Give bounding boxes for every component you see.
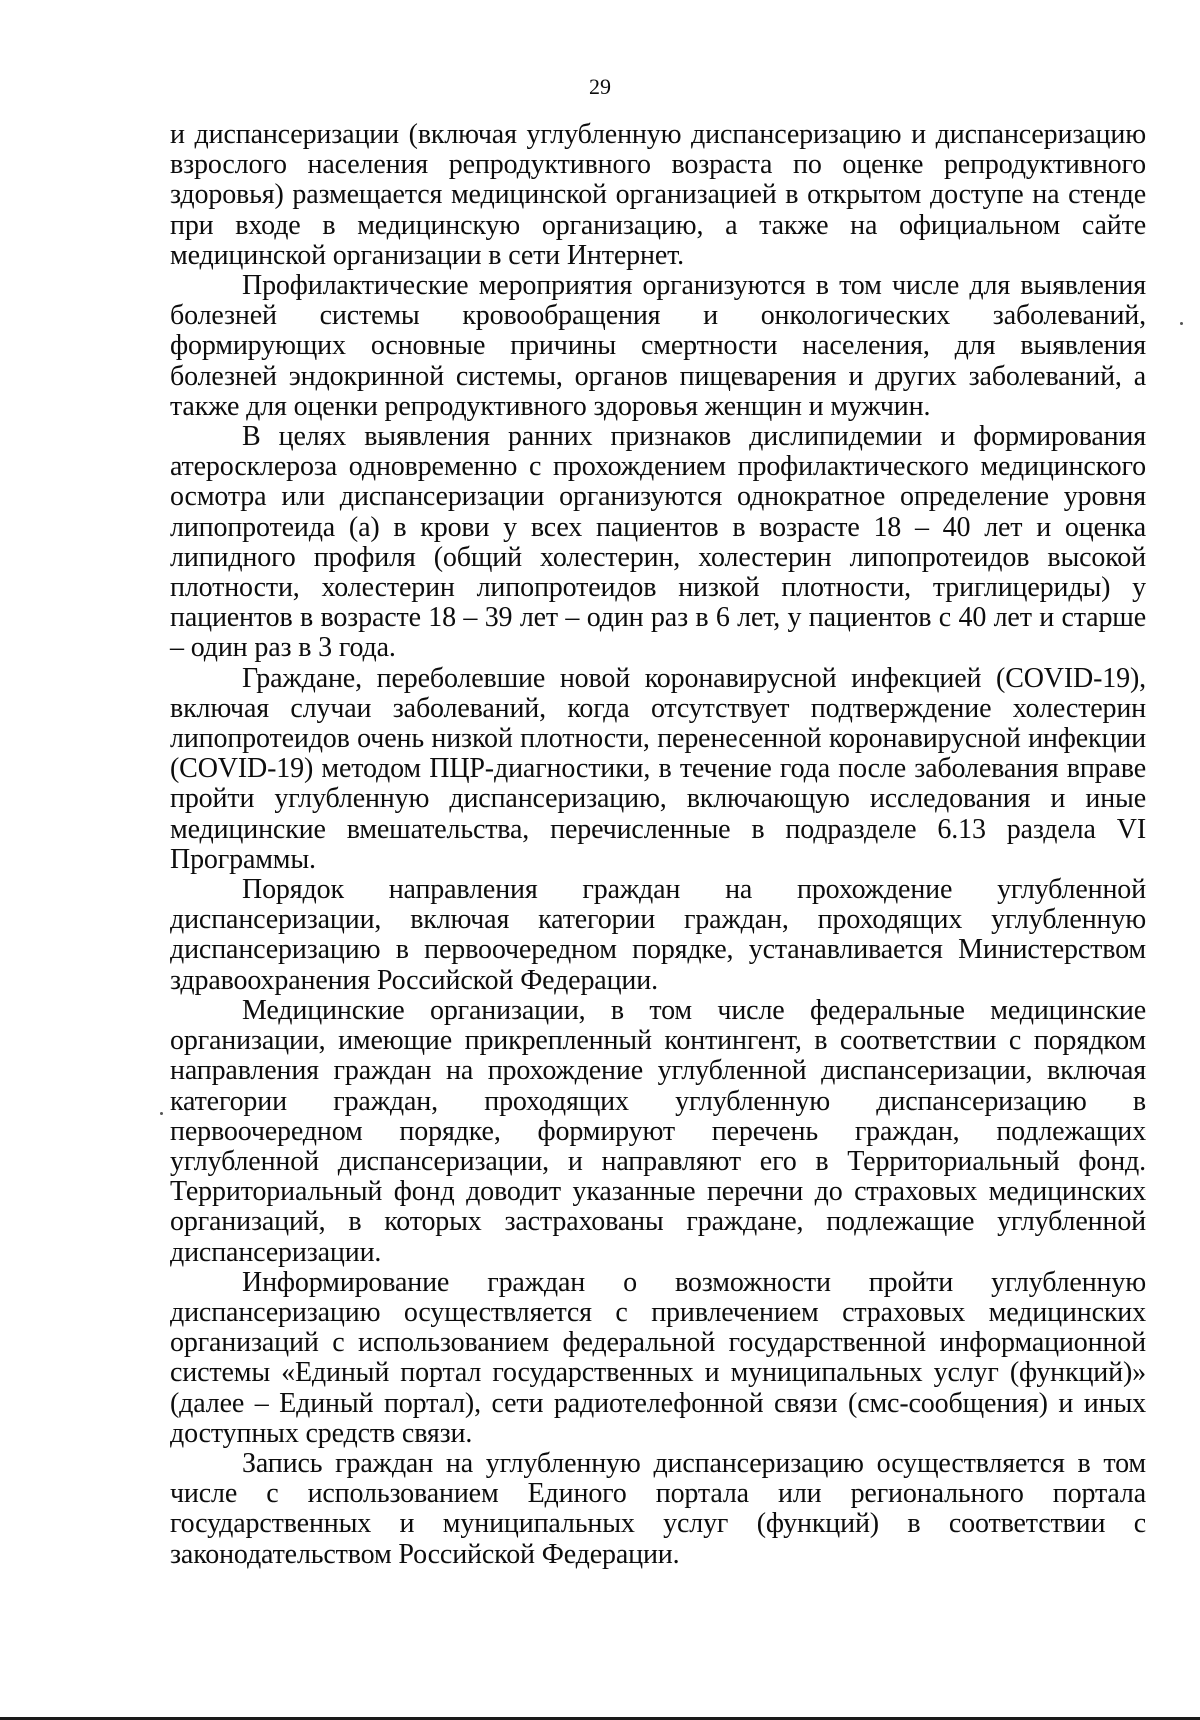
paragraph-informing: Информирование граждан о возможности пройти углубленную диспансеризацию осуществляется с привлечением страховых медицинских организаций с использованием федеральной государственной информационной системы «Единый портал государственных и муниципальных услуг (функций)» (далее – Единый портал), сети радиотелефонной связи (смс-сообщения) и иных доступных средств связи.: [170, 1266, 1146, 1449]
paragraph-medical-organizations: Медицинские организации, в том числе федеральные медицинские организации, имеющие прикрепленный контингент, в соответствии с порядком направления граждан на прохождение углубленной диспансеризации, включая категории граждан, проходящих углубленную диспансеризацию в первоочередном порядке, формируют перечень граждан, подлежащих углубленной диспансеризации, и направляют его в Территориальный фонд. Территориальный фонд доводит указанные перечни до страховых медицинских организаций, в которых застрахованы граждане, подлежащие углубленной диспансеризации.: [170, 994, 1146, 1268]
body-text: [170, 120, 1146, 1570]
paragraph-preventive-measures: Профилактические мероприятия организуются в том числе для выявления болезней системы кровообращения и онкологических заболеваний, формирующих основные причины смертности населения, для выявления болезней эндокринной системы, органов пищеварения и других заболеваний, а также для оценки репродуктивного здоровья женщин и мужчин.: [170, 270, 1146, 422]
paragraph-dyslipidemia: В целях выявления ранних признаков дислипидемии и формирования атеросклероза одновременно с прохождением профилактического медицинского осмотра или диспансеризации организуются однократное определение уровня липопротеида (а) в крови у всех пациентов в возрасте 18 – 40 лет и оценка липидного профиля (общий холестерин, холестерин липопротеидов высокой плотности, холестерин липопротеидов низкой плотности, триглицериды) у пациентов в возрасте 18 – 39 лет – один раз в 6 лет, у пациентов с 40 лет и старше – один раз в 3 года.: [170, 421, 1146, 664]
paragraph-covid: Граждане, переболевшие новой коронавирусной инфекцией (COVID-19), включая случаи заболеваний, когда отсутствует подтверждение холестерин липопротеидов очень низкой плотности, перенесенной коронавирусной инфекции (COVID-19) методом ПЦР-диагностики, в течение года после заболевания вправе пройти углубленную диспансеризацию, включающую исследования и иные медицинские вмешательства, перечисленные в подразделе 6.13 раздела VI Программы.: [170, 662, 1146, 875]
scan-artifact: [160, 1112, 163, 1115]
paragraph-referral-procedure: Порядок направления граждан на прохождение углубленной диспансеризации, включая категории граждан, проходящих углубленную диспансеризацию в первоочередном порядке, устанавливается Министерством здравоохранения Российской Федерации.: [170, 874, 1146, 996]
paragraph-registration: Запись граждан на углубленную диспансеризацию осуществляется в том числе с использованием Единого портала или регионального портала государственных и муниципальных услуг (функций) в соответствии с законодательством Российской Федерации.: [170, 1447, 1146, 1570]
paragraph-continuation: и диспансеризации (включая углубленную диспансеризацию и диспансеризацию взрослого населения репродуктивного возраста по оценке репродуктивного здоровья) размещается медицинской организацией в открытом доступе на стенде при входе в медицинскую организацию, а также на официальном сайте медицинской организации в сети Интернет.: [170, 119, 1146, 271]
page-number: 29: [589, 74, 611, 99]
scan-artifact: [1180, 322, 1183, 325]
